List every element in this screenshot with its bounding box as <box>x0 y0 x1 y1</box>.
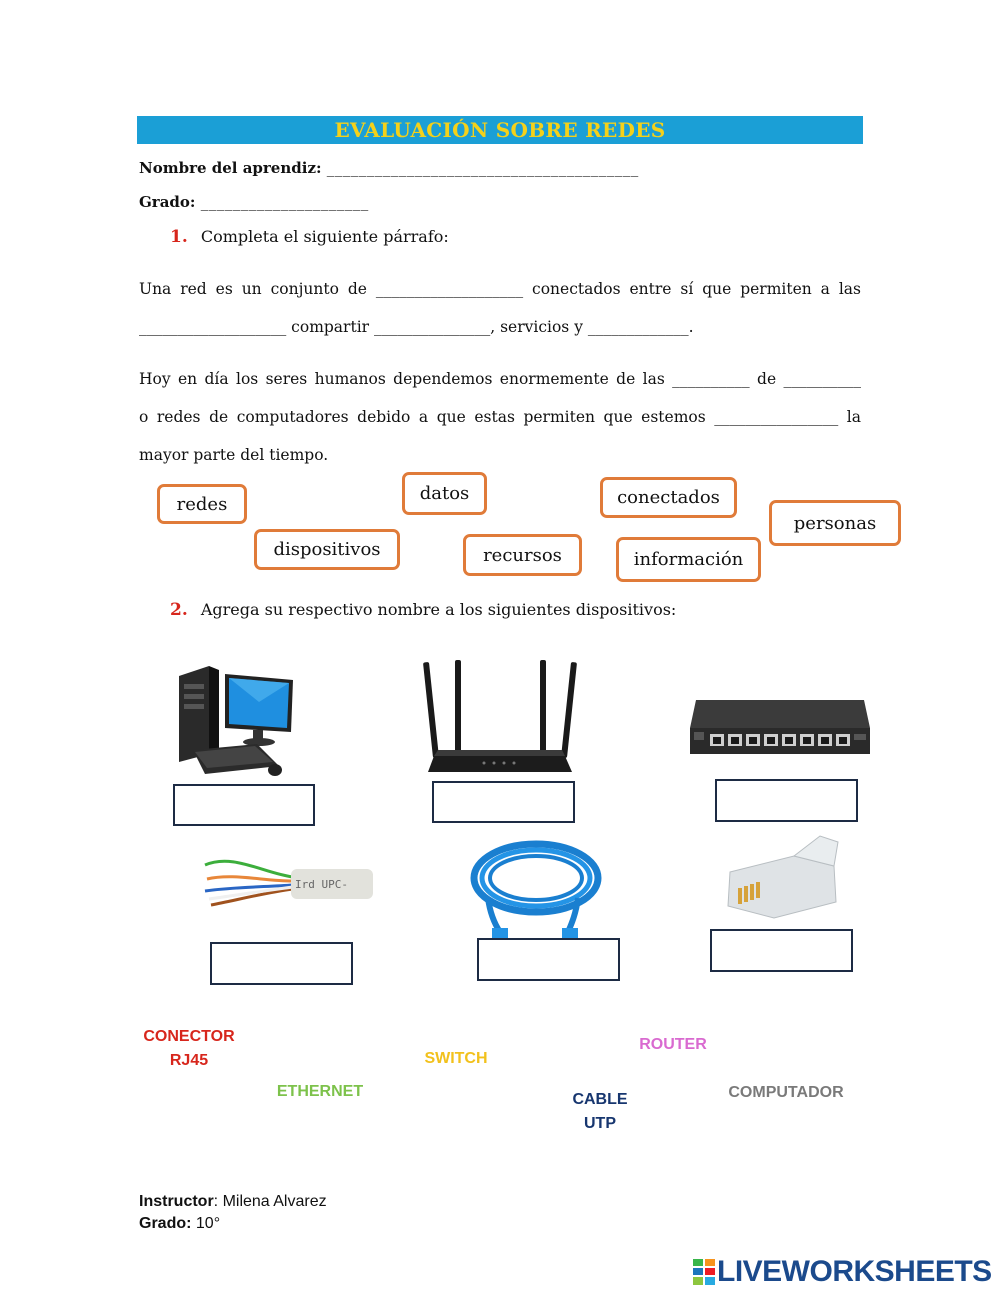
footer-instructor-label: Instructor <box>139 1193 214 1210</box>
svg-text:Ird UPC-: Ird UPC- <box>295 878 348 891</box>
option-switch[interactable]: SWITCH <box>424 1050 488 1067</box>
title-bar <box>137 116 863 144</box>
footer-instructor <box>139 1193 327 1211</box>
word-chip-recursos[interactable]: recursos <box>463 534 582 576</box>
footer-grade-value: 10° <box>191 1215 221 1232</box>
question-2-text: Agrega su respectivo nombre a los siguientes dispositivos: <box>200 600 677 619</box>
word-chip-datos[interactable]: datos <box>402 472 487 515</box>
grade-blank[interactable]: _____________________ <box>200 193 369 211</box>
switch-image <box>688 696 872 758</box>
question-1-text: Completa el siguiente párrafo: <box>200 227 449 246</box>
paragraph-1-line-1: Una red es un conjunto de ___________________ conectados entre sí que permiten a las <box>139 280 861 298</box>
option-ethernet[interactable]: ETHERNET <box>276 1083 364 1100</box>
paragraph-2-line-1: Hoy en día los seres humanos dependemos enormemente de las __________ de __________ <box>139 370 861 388</box>
page-title: EVALUACIÓN SOBRE REDES <box>334 118 666 142</box>
word-chip-dispositivos[interactable]: dispositivos <box>254 529 400 570</box>
rj45-connector-image <box>724 832 842 922</box>
option-conector-line-2: RJ45 <box>169 1052 209 1069</box>
footer-grade <box>139 1215 220 1233</box>
option-conector-rj45[interactable] <box>130 1025 248 1073</box>
paragraph-2-line-2: o redes de computadores debido a que estas permiten que estemos ________________ la <box>139 408 861 426</box>
question-2-number: 2. <box>170 600 188 620</box>
answer-box-switch[interactable] <box>715 779 858 822</box>
grade-field <box>139 193 369 211</box>
word-chip-redes[interactable]: redes <box>157 484 247 524</box>
router-image <box>422 660 577 780</box>
utp-cable-image <box>203 843 373 923</box>
name-blank[interactable]: _______________________________________ <box>326 159 639 177</box>
ethernet-cable-image <box>468 838 608 948</box>
answer-box-ethernet-cable[interactable] <box>477 938 620 981</box>
option-conector-line-1: CONECTOR <box>143 1028 235 1045</box>
paragraph-2-line-3: mayor parte del tiempo. <box>139 446 329 464</box>
footer-grade-label: Grado: <box>139 1215 192 1232</box>
answer-box-router[interactable] <box>432 781 575 823</box>
brand-mark-icon <box>693 1259 715 1285</box>
word-chip-conectados[interactable]: conectados <box>600 477 737 518</box>
brand-logo <box>693 1255 992 1289</box>
question-1 <box>170 227 449 247</box>
option-cable-line-1: CABLE <box>572 1091 628 1108</box>
answer-box-utp-cable[interactable] <box>210 942 353 985</box>
option-cable-utp[interactable] <box>560 1088 640 1136</box>
option-cable-line-2: UTP <box>584 1115 616 1132</box>
question-2 <box>170 600 676 620</box>
answer-box-rj45[interactable] <box>710 929 853 972</box>
grade-label: Grado: <box>139 193 196 211</box>
name-field <box>139 159 639 177</box>
word-chip-personas[interactable]: personas <box>769 500 901 546</box>
option-router[interactable]: ROUTER <box>639 1036 707 1053</box>
computer-image <box>175 662 295 782</box>
question-1-number: 1. <box>170 227 188 247</box>
paragraph-1-line-2: ___________________ compartir _______________, servicios y _____________. <box>139 318 694 336</box>
footer-instructor-value: : Milena Alvarez <box>213 1193 327 1210</box>
name-label: Nombre del aprendiz: <box>139 159 322 177</box>
brand-name: LIVEWORKSHEETS <box>717 1255 992 1288</box>
word-chip-informacion[interactable]: información <box>616 537 761 582</box>
answer-box-computer[interactable] <box>173 784 315 826</box>
option-computador[interactable]: COMPUTADOR <box>728 1084 844 1101</box>
